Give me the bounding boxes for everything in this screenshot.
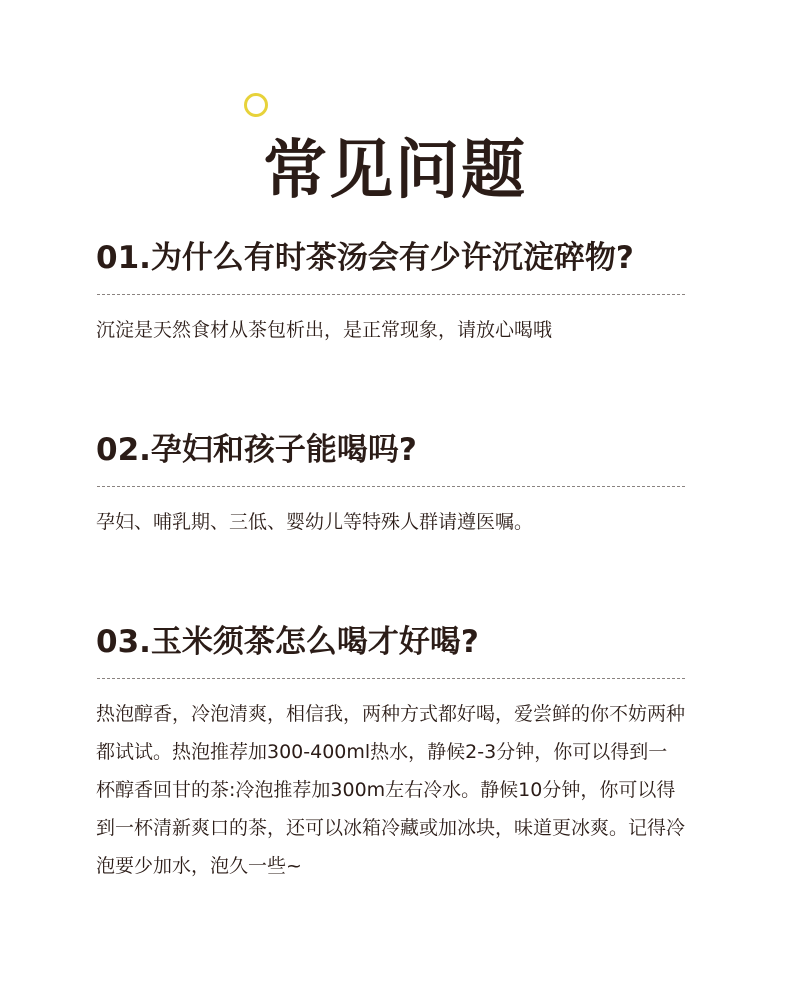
circle-decoration-icon — [244, 93, 268, 117]
faq-item — [96, 622, 686, 885]
faq-answer: 孕妇、哺乳期、三低、婴幼儿等特殊人群请遵医嘱。 — [96, 511, 534, 533]
dashed-divider — [97, 294, 685, 295]
faq-question: 02.孕妇和孩子能喝吗? — [96, 432, 417, 468]
faq-item — [96, 238, 686, 349]
page-header — [0, 88, 790, 208]
dashed-divider — [97, 678, 685, 679]
faq-question: 03.玉米须茶怎么喝才好喝? — [96, 624, 479, 660]
faq-question: 01.为什么有时茶汤会有少许沉淀碎物? — [96, 240, 634, 276]
faq-item — [96, 430, 686, 541]
faq-answer: 沉淀是天然食材从茶包析出，是正常现象，请放心喝哦 — [96, 319, 553, 341]
page-title: 常见问题 — [263, 133, 527, 208]
faq-answer: 热泡醇香，冷泡清爽，相信我，两种方式都好喝，爱尝鲜的你不妨两种都试试。热泡推荐加300-400ml热水，静候2-3分钟，你可以得到一杯醇香回甘的茶:冷泡推荐加300m左右冷水。静候10分钟，你可以得到一杯清新爽口的茶，还可以冰箱冷藏或加冰块，味道更冰爽。记得冷泡要少加水，泡久一些~ — [96, 703, 686, 877]
dashed-divider — [97, 486, 685, 487]
